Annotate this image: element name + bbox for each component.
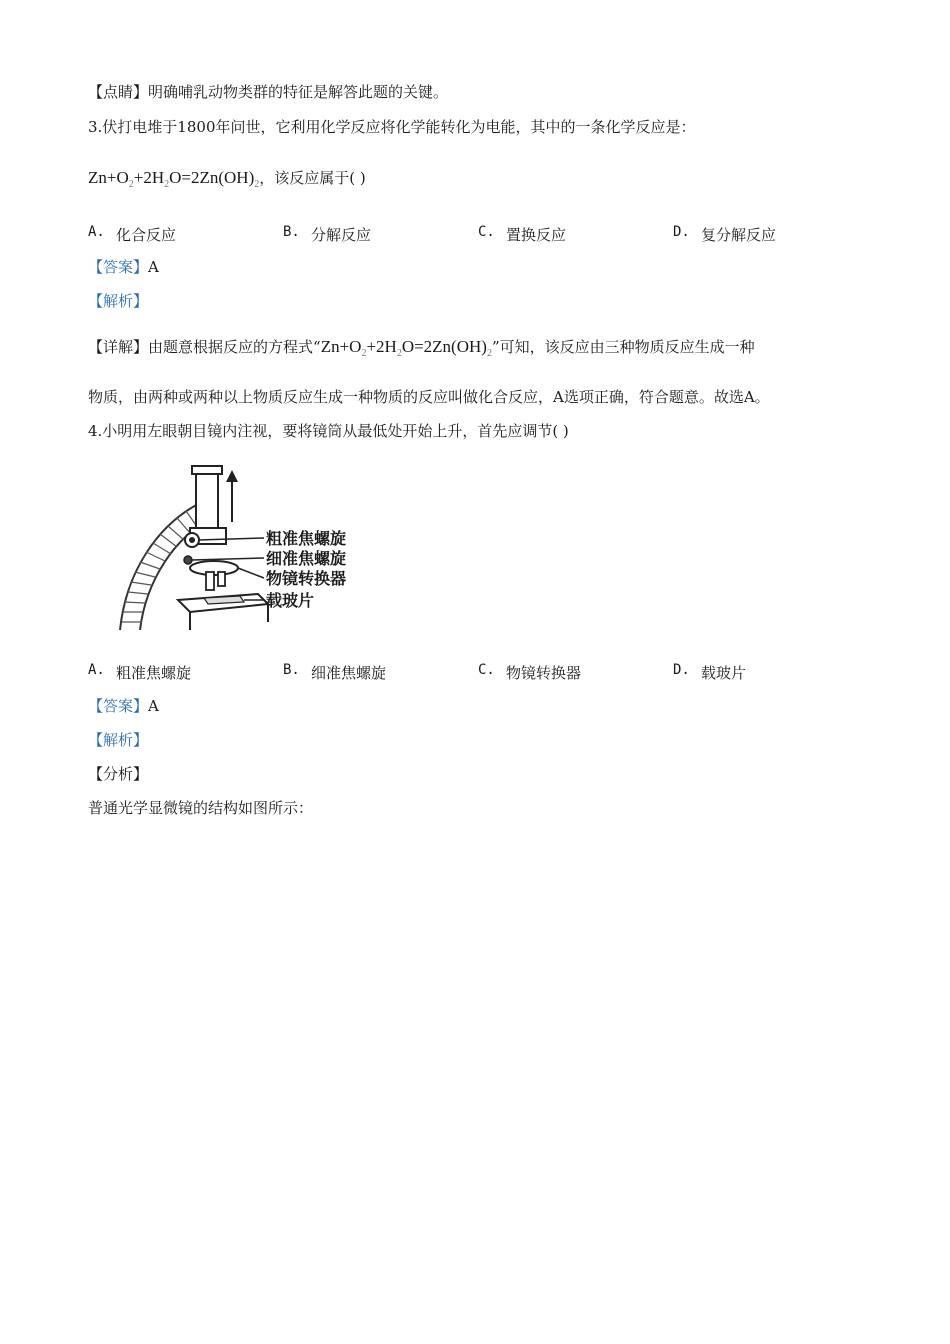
q3-option-a: A. 化合反应 (88, 224, 177, 244)
q4-answer-line (88, 696, 159, 716)
q3-options (88, 224, 868, 245)
figure-label-fine: 细准焦螺旋 (266, 549, 347, 568)
q3-answer-tag: 【答案】 (88, 258, 149, 276)
q3-detail-tag: 【详解】 (88, 338, 149, 356)
q3-option-c: C. 置换反应 (478, 224, 567, 244)
q3-formula-line (88, 168, 366, 195)
q3-answer: A (148, 258, 159, 276)
q3-answer-line (88, 257, 159, 277)
q4-option-c: C. 物镜转换器 (478, 662, 582, 682)
figure-label-nosepiece: 物镜转换器 (266, 569, 347, 588)
q4-option-a: A. 粗准焦螺旋 (88, 662, 192, 682)
q4-stem: 4.小明用左眼朝目镜内注视，要将镜筒从最低处开始上升，首先应调节( ) (88, 422, 569, 440)
q4-options (88, 662, 868, 683)
q3-formula: $Zn+O_2+2H_2O=2Zn(OH)_2$ (88, 168, 260, 190)
figure-label-slide: 载玻片 (266, 591, 315, 610)
dianjing-tag: 【点睛】 (88, 83, 149, 101)
q4-answer: A (148, 697, 159, 715)
dianjing-line (88, 82, 448, 102)
q3-detail-line2: 物质，由两种或两种以上物质反应生成一种物质的反应叫做化合反应，A选项正确，符合题意。故选A。 (88, 388, 770, 406)
q3-stem: 3.伏打电堆于1800年问世，它利用化学反应将化学能转化为电能，其中的一条化学反应是： (88, 118, 696, 136)
q4-analysis-tag: 【解析】 (88, 731, 149, 749)
q3-analysis-tag: 【解析】 (88, 292, 149, 310)
dianjing-text: 明确哺乳动物类群的特征是解答此题的关键。 (148, 83, 449, 101)
q3-suffix: ，该反应属于( ) (259, 169, 366, 187)
q3-option-b: B. 分解反应 (283, 224, 372, 244)
q3-detail-formula: $Zn+O_2+2H_2O=2Zn(OH)_2$ (320, 337, 492, 359)
q4-option-b: B. 细准焦螺旋 (283, 662, 387, 682)
figure-label-coarse: 粗准焦螺旋 (266, 529, 347, 548)
q4-option-d: D. 载玻片 (673, 662, 747, 682)
q4-answer-tag: 【答案】 (88, 697, 149, 715)
q3-detail-line1: 【详解】由题意根据反应的方程式“$Zn+O_2+2H_2O=2Zn(OH)_2$”可知，该反应由三种物质反应生成一种 (88, 337, 755, 359)
q4-fenxi-tag: 【分析】 (88, 765, 149, 783)
microscope-figure (118, 462, 398, 638)
q3-option-d: D. 复分解反应 (673, 224, 777, 244)
structure-intro: 普通光学显微镜的结构如图所示： (88, 799, 314, 817)
